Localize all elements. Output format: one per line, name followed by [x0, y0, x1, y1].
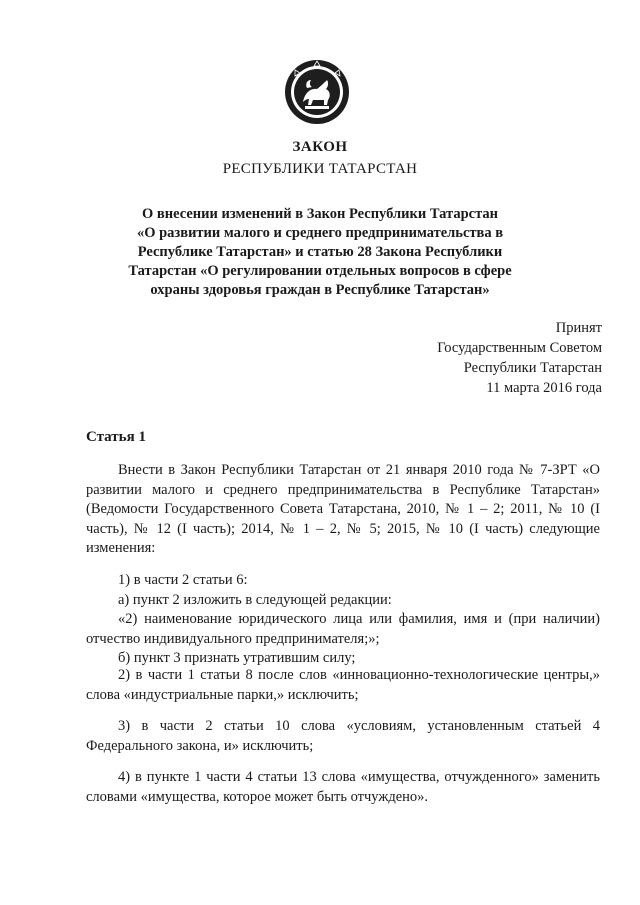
- adoption-line: Республики Татарстан: [463, 360, 602, 376]
- adoption-line: Государственным Советом: [437, 340, 602, 356]
- subject-line: Республике Татарстан» и статью 28 Закона Республики: [137, 244, 503, 260]
- adoption-block: [437, 318, 602, 398]
- law-title: ЗАКОН: [292, 139, 348, 155]
- item-3-text: 3) в части 2 статьи 10 слова «условиям, установленным статьей 4 Федерального закона, и» исключить;: [86, 718, 600, 754]
- adoption-line: Принят: [555, 320, 602, 336]
- article-heading: Статья 1: [86, 429, 146, 445]
- subject-line: Татарстан «О регулировании отдельных вопросов в сфере: [128, 263, 512, 279]
- item-2-text: 2) в части 1 статьи 8 после слов «инновационно-технологические центры,» слова «индустриальные парки,» исключить;: [86, 667, 600, 703]
- subject-line: охраны здоровья граждан в Республике Татарстан»: [150, 282, 490, 298]
- subject-line: «О развитии малого и среднего предпринимательства в: [136, 225, 504, 241]
- item-1-line: 1) в части 2 статьи 6:: [118, 572, 248, 588]
- coat-of-arms-emblem: [283, 58, 351, 126]
- intro-text: Внести в Закон Республики Татарстан от 21 января 2010 года № 7-ЗРТ «О развитии малого и среднего предпринимательства в Республике Татарстан» (Ведомости Государственного Совета Татарстана, 2010, № 1 – 2; 2011, № 10 (I часть), № 12 (I часть); 2014, № 1 – 2, № 5; 2015, № 10 (I часть) следующие изменения:: [86, 462, 600, 557]
- item-2-block: [86, 666, 600, 705]
- item-4-block: [86, 768, 600, 807]
- item-1-line: а) пункт 2 изложить в следующей редакции:: [118, 591, 392, 608]
- item-4-text: 4) в пункте 1 части 4 статьи 13 слова «имущества, отчужденного» заменить словами «имущества, которое может быть отчуждено».: [86, 769, 600, 805]
- subject-line: О внесении изменений в Закон Республики Татарстан: [142, 206, 498, 222]
- intro-paragraph: [86, 461, 600, 559]
- law-subject: [112, 205, 528, 300]
- item-1-block: [86, 571, 600, 669]
- item-1-line: б) пункт 3 признать утратившим силу;: [118, 650, 356, 667]
- item-3-block: [86, 717, 600, 756]
- adoption-date: 11 марта 2016 года: [486, 380, 602, 396]
- item-1-line: «2) наименование юридического лица или фамилия, имя и (при наличии) отчество индивидуального предпринимателя;»;: [86, 611, 600, 647]
- law-republic-title: РЕСПУБЛИКИ ТАТАРСТАН: [222, 161, 418, 177]
